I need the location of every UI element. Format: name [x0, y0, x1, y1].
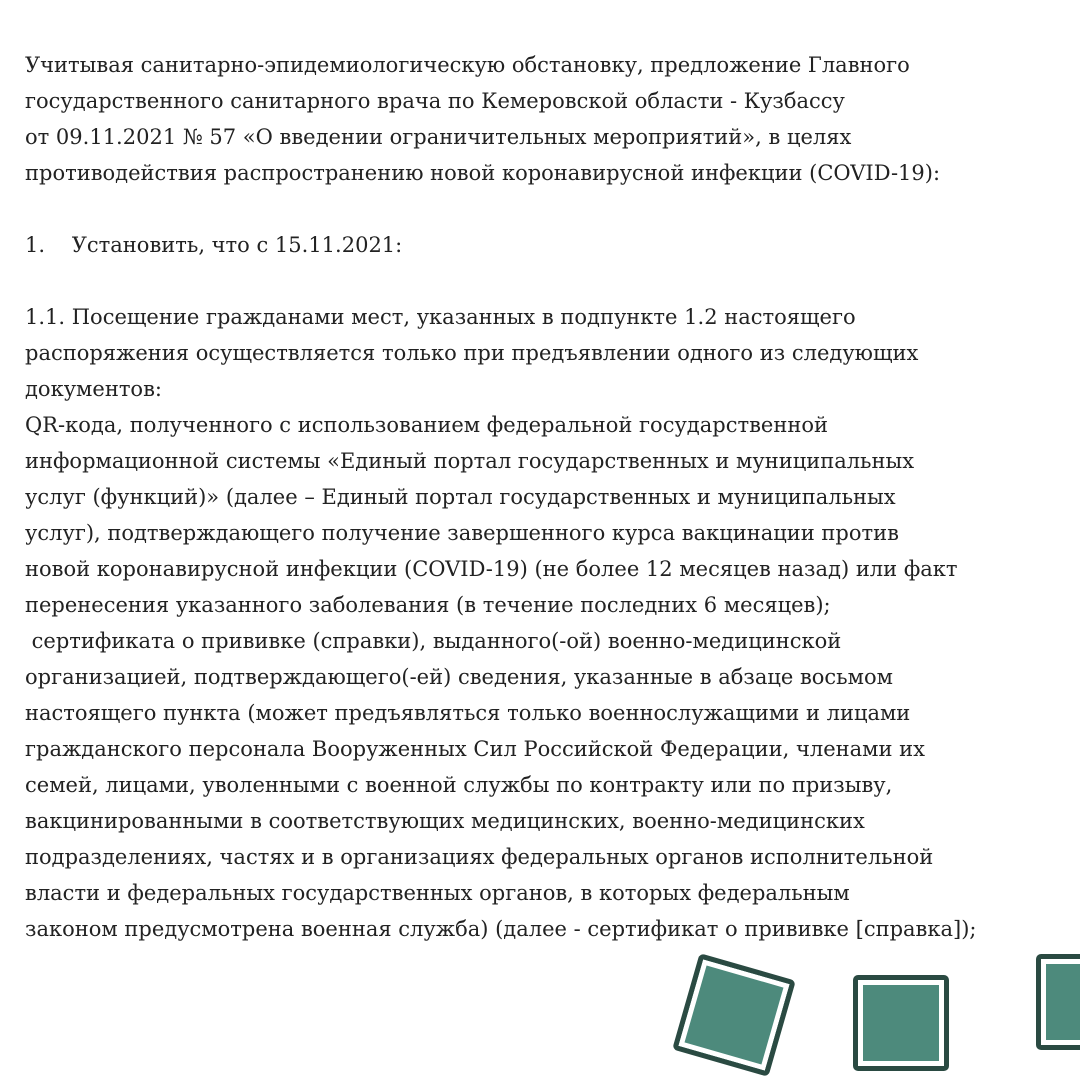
item-1-paragraph: [25, 227, 1080, 263]
text-line: государственного санитарного врача по Кемеровской области - Кузбассу: [25, 89, 845, 113]
text-line: информационной системы «Единый портал государственных и муниципальных: [25, 449, 915, 473]
text-line: вакцинированными в соответствующих медицинских, военно-медицинских: [25, 809, 865, 833]
text-line: распоряжения осуществляется только при предъявлении одного из следующих: [25, 341, 919, 365]
text-line: организацией, подтверждающего(-ей) сведения, указанные в абзаце восьмом: [25, 665, 893, 689]
text-line: 1. Установить, что с 15.11.2021:: [25, 233, 403, 257]
decorative-square-tilted: [672, 953, 796, 1077]
text-line: противодействия распространению новой коронавирусной инфекции (COVID-19):: [25, 161, 941, 185]
text-line: законом предусмотрена военная служба) (далее - сертификат о прививке [справка]);: [25, 917, 977, 941]
text-line: новой коронавирусной инфекции (COVID-19) (не более 12 месяцев назад) или факт: [25, 557, 958, 581]
text-line: настоящего пункта (может предъявляться только военнослужащими и лицами: [25, 701, 911, 725]
text-line: QR-кода, полученного с использованием федеральной государственной: [25, 413, 828, 437]
text-line: перенесения указанного заболевания (в течение последних 6 месяцев);: [25, 593, 831, 617]
text-line: власти и федеральных государственных органов, в которых федеральным: [25, 881, 850, 905]
text-line: сертификата о прививке (справки), выданного(-ой) военно-медицинской: [25, 629, 842, 653]
item-1-1-paragraph: [25, 299, 1080, 947]
text-line: подразделениях, частях и в организациях федеральных органов исполнительной: [25, 845, 934, 869]
text-line: от 09.11.2021 № 57 «О введении ограничительных мероприятий», в целях: [25, 125, 852, 149]
paragraph-gap: [25, 263, 1080, 299]
document-text: [25, 47, 1080, 947]
decorative-square: [853, 975, 949, 1071]
text-line: Учитывая санитарно-эпидемиологическую обстановку, предложение Главного: [25, 53, 910, 77]
paragraph-gap: [25, 191, 1080, 227]
intro-paragraph: [25, 47, 1080, 191]
text-line: услуг (функций)» (далее – Единый портал государственных и муниципальных: [25, 485, 896, 509]
text-line: семей, лицами, уволенными с военной службы по контракту или по призыву,: [25, 773, 893, 797]
text-line: гражданского персонала Вооруженных Сил Российской Федерации, членами их: [25, 737, 926, 761]
text-line: услуг), подтверждающего получение завершенного курса вакцинации против: [25, 521, 899, 545]
decorative-square-cropped: [1036, 954, 1080, 1050]
text-line: 1.1. Посещение гражданами мест, указанных в подпункте 1.2 настоящего: [25, 305, 856, 329]
text-line: документов:: [25, 377, 162, 401]
